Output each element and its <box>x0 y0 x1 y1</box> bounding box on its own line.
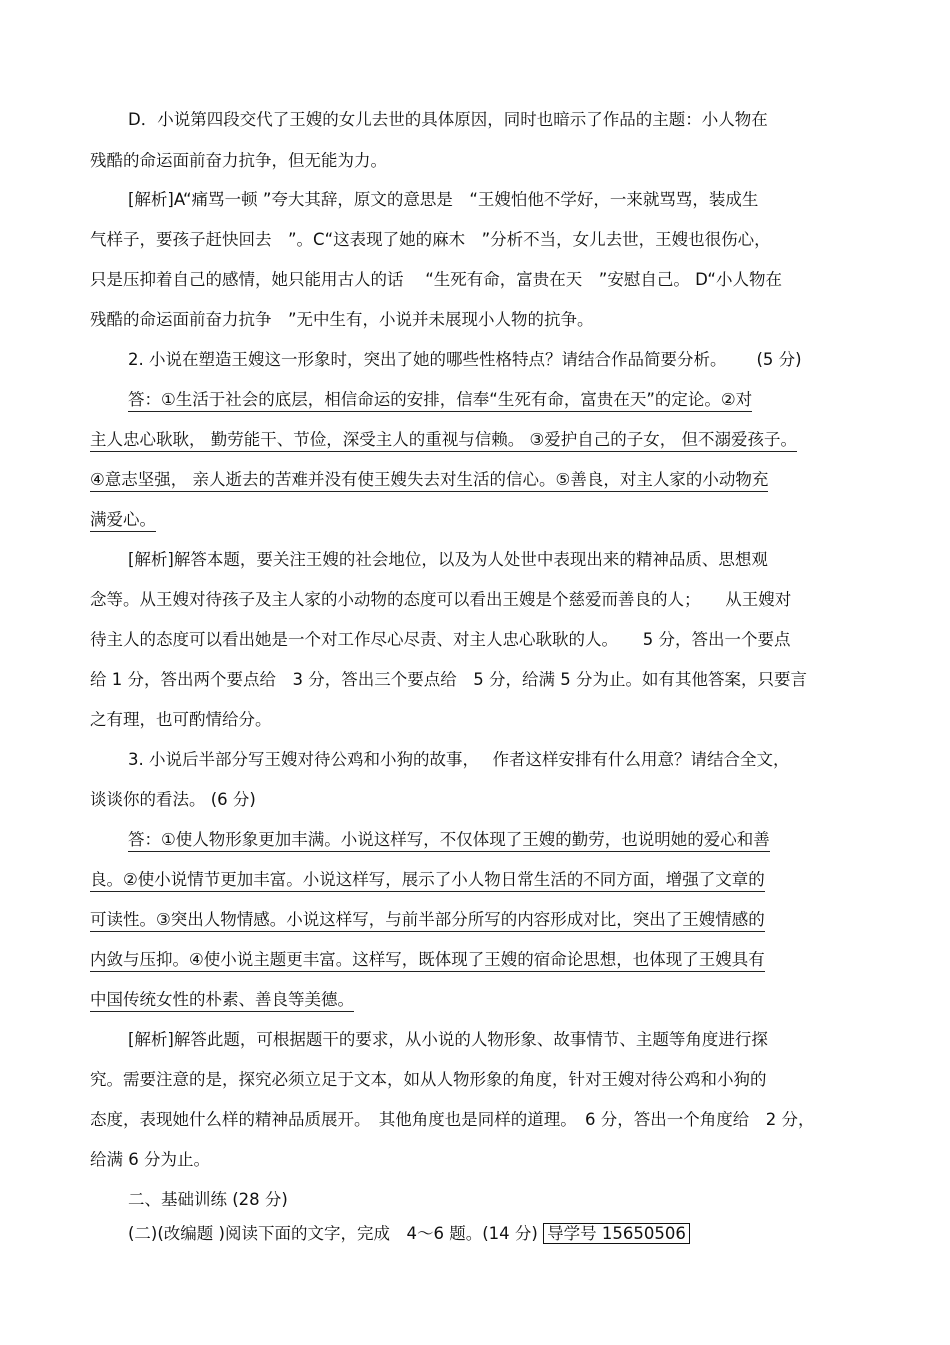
analysis-2-line-1: [解析]解答本题，要关注王嫂的社会地位，以及为人处世中表现出来的精神品质、思想观 <box>128 550 768 569</box>
answer-3-text-2: 良。②使小说情节更加丰富。小说这样写，展示了小人物日常生活的不同方面，增强了文章的 <box>90 870 765 892</box>
analysis-1-line-4: 残酷的命运面前奋力抗争 ”无中生有，小说并未展现小人物的抗争。 <box>90 310 594 329</box>
answer-3-line-1 <box>128 827 880 853</box>
option-d-line-1: D．小说第四段交代了王嫂的女儿去世的具体原因，同时也暗示了作品的主题：小人物在 <box>128 110 768 129</box>
answer-3-text-1: 答：①使人物形象更加丰满。小说这样写，不仅体现了王嫂的勤劳，也说明她的爱心和善 <box>128 830 770 852</box>
answer-2-text-4: 满爱心。 <box>90 510 156 532</box>
question-3-line-2: 谈谈你的看法。 (6 分) <box>90 790 256 809</box>
analysis-3-line-4: 给满 6 分为止。 <box>90 1150 210 1169</box>
answer-3-text-5: 中国传统女性的朴素、善良等美德。 <box>90 990 354 1012</box>
answer-2-text-2: 主人忠心耿耿， 勤劳能干、节俭，深受主人的重视与信赖。 ③爱护自己的子女， 但不溺爱孩子。 <box>90 430 797 452</box>
answer-3-text-3: 可读性。③突出人物情感。小说这样写，与前半部分所写的内容形成对比，突出了王嫂情感的 <box>90 910 765 932</box>
answer-2-text-1: 答：①生活于社会的底层，相信命运的安排，信奉“生死有命，富贵在天”的定论。②对 <box>128 390 752 412</box>
analysis-2-line-2: 念等。从王嫂对待孩子及主人家的小动物的态度可以看出王嫂是个慈爱而善良的人； 从王嫂对 <box>90 590 792 609</box>
answer-2-line-4 <box>90 507 880 533</box>
analysis-1-line-1: [解析]A“痛骂一顿 ”夸大其辞，原文的意思是 “王嫂怕他不学好，一来就骂骂，装成生 <box>128 190 759 209</box>
answer-3-line-4 <box>90 947 880 973</box>
analysis-3-line-2: 究。需要注意的是，探究必须立足于文本，如从人物形象的角度，针对王嫂对待公鸡和小狗的 <box>90 1070 767 1089</box>
answer-2-line-3 <box>90 467 880 493</box>
answer-3-text-4: 内敛与压抑。④使小说主题更丰富。这样写，既体现了王嫂的宿命论思想，也体现了王嫂具有 <box>90 950 765 972</box>
answer-2-text-3: ④意志坚强， 亲人逝去的苦难并没有使王嫂失去对生活的信心。⑤善良，对主人家的小动物充 <box>90 470 768 492</box>
analysis-3-line-3: 态度，表现她什么样的精神品质展开。 其他角度也是同样的道理。 6 分，答出一个角度给 2 分， <box>90 1110 815 1129</box>
analysis-2-line-5: 之有理，也可酌情给分。 <box>90 710 272 729</box>
analysis-2-line-3: 待主人的态度可以看出她是一个对工作尽心尽责、对主人忠心耿耿的人。 5 分，答出一个要点 <box>90 630 791 649</box>
guide-number-box: 导学号 15650506 <box>543 1223 690 1244</box>
analysis-3-line-1: [解析]解答此题，可根据题干的要求，从小说的人物形象、故事情节、主题等角度进行探 <box>128 1030 768 1049</box>
analysis-1-line-2: 气样子，要孩子赶快回去 ”。C“这表现了她的麻木 ”分析不当，女儿去世，王嫂也很伤心， <box>90 230 771 249</box>
answer-3-line-2 <box>90 867 880 893</box>
answer-2-line-2 <box>90 427 880 453</box>
section-heading: 二、基础训练 (28 分) <box>128 1190 288 1209</box>
analysis-1-line-3: 只是压抑着自己的感情，她只能用古人的话 “生死有命，富贵在天 ”安慰自己。 D“小人物在 <box>90 270 782 289</box>
answer-3-line-5 <box>90 987 880 1013</box>
analysis-2-line-4: 给 1 分，答出两个要点给 3 分，答出三个要点给 5 分，给满 5 分为止。如有其他答案，只要言 <box>90 670 807 689</box>
answer-3-line-3 <box>90 907 880 933</box>
question-2: 2. 小说在塑造王嫂这一形象时，突出了她的哪些性格特点？请结合作品简要分析。 (5 分) <box>128 350 802 369</box>
sub-section-text: (二)(改编题 )阅读下面的文字，完成 4～6 题。(14 分) <box>128 1224 538 1243</box>
option-d-line-2: 残酷的命运面前奋力抗争，但无能为力。 <box>90 151 387 170</box>
question-3-line-1: 3. 小说后半部分写王嫂对待公鸡和小狗的故事， 作者这样安排有什么用意？请结合全文， <box>128 750 790 769</box>
answer-2-line-1 <box>128 387 880 413</box>
sub-section-heading <box>128 1221 880 1247</box>
